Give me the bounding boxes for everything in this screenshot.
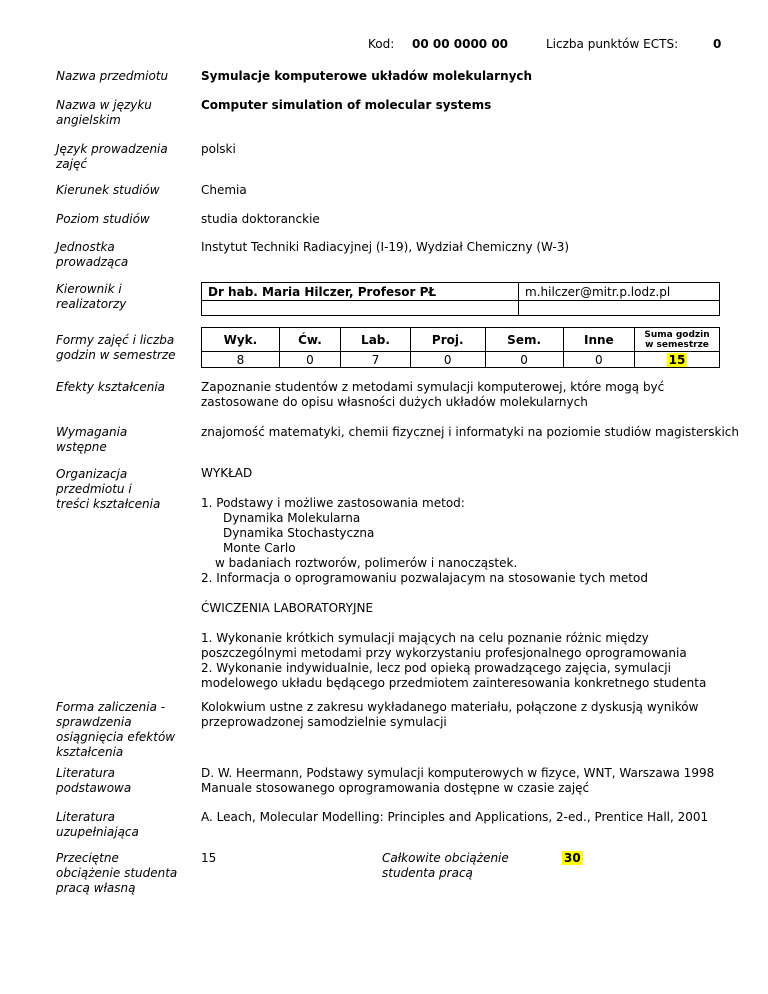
supervisor-name: Dr hab. Maria Hilczer, Profesor PŁ (202, 283, 519, 301)
lecture-subitem: w badaniach roztworów, polimerów i nanocząstek. (215, 556, 518, 570)
field-of-study-label: Kierunek studiów (56, 183, 160, 197)
supervisor-empty-cell (519, 301, 720, 316)
hours-sum-value: 15 (668, 352, 686, 367)
program-section (201, 466, 741, 691)
basic-literature-value (201, 766, 741, 796)
basic-literature-item: D. W. Heermann, Podstawy symulacji komputerowych w fizyce, WNT, Warszawa 1998 (201, 766, 715, 780)
course-name-en-value: Computer simulation of molecular systems (201, 98, 492, 112)
total-workload-value: 30 (564, 851, 581, 865)
hours-header-cell: Sem. (485, 328, 563, 352)
hours-header-cell: Ćw. (279, 328, 340, 352)
lab-item: 1. Wykonanie krótkich symulacji mających na celu poznanie różnic między poszczególnymi metodami przy wykorzystaniu profesjonalnego oprogramowania (201, 631, 687, 660)
supplementary-literature-label: Literatura uzupełniająca (56, 810, 139, 839)
workload-value: 15 (201, 851, 217, 865)
course-name-label: Nazwa przedmiotu (56, 69, 169, 83)
supervisor-empty-cell (202, 301, 519, 316)
class-forms-label: Formy zajęć i liczba godzin w semestrze (56, 333, 176, 362)
hours-value-cell: 0 (563, 352, 634, 368)
hours-sum-header: Suma godzin w semestrze (635, 328, 720, 352)
unit-value: Instytut Techniki Radiacyjnej (I-19), Wydział Chemiczny (W-3) (201, 240, 570, 254)
kod-value: 00 00 0000 00 (412, 37, 509, 51)
requirements-value: znajomość matematyki, chemii fizycznej i informatyki na poziomie studiów magisterskich (201, 425, 740, 439)
hours-value-cell: 8 (202, 352, 280, 368)
lab-title: ĆWICZENIA LABORATORYJNE (201, 601, 374, 615)
total-workload-cell (562, 851, 583, 865)
kod-label: Kod: (368, 37, 395, 51)
ects-label: Liczba punktów ECTS: (546, 37, 679, 51)
hours-header-cell: Lab. (341, 328, 411, 352)
field-of-study-value: Chemia (201, 183, 247, 197)
lecture-subitem: Monte Carlo (223, 541, 296, 555)
ects-value: 0 (713, 37, 722, 51)
unit-label: Jednostka prowadząca (56, 240, 129, 269)
assessment-value: Kolokwium ustne z zakresu wykładanego materiału, połączone z dyskusją wyników przeprowadzonej samodzielnie symulacji (201, 700, 699, 729)
lecture-title: WYKŁAD (201, 466, 253, 480)
lecture-item: 2. Informacja o oprogramowaniu pozwalajacym na stosowanie tych metod (201, 571, 648, 585)
assessment-label: Forma zaliczenia - sprawdzenia osiągnięcia efektów kształcenia (56, 700, 176, 759)
hours-header-cell: Wyk. (202, 328, 280, 352)
course-name-en-label: Nazwa w języku angielskim (56, 98, 152, 127)
basic-literature-label: Literatura podstawowa (56, 766, 132, 795)
study-level-label: Poziom studiów (56, 212, 150, 226)
outcomes-value: Zapoznanie studentów z metodami symulacji komputerowej, które mogą być zastosowane do opisu własności dużych układów molekularnych (201, 380, 665, 409)
supervisor-label: Kierownik i realizatorzy (56, 282, 127, 311)
lecture-subitem: Dynamika Stochastyczna (223, 526, 375, 540)
hours-value-cell: 0 (410, 352, 485, 368)
hours-header-cell: Proj. (410, 328, 485, 352)
hours-sum-cell (635, 352, 720, 368)
hours-value-cell: 0 (279, 352, 340, 368)
lab-item: 2. Wykonanie indywidualnie, lecz pod opieką prowadzącego zajęcia, symulacji modelowego układu będącego przedmiotem zainteresowania konkretnego studenta (201, 661, 707, 690)
supervisor-email: m.hilczer@mitr.p.lodz.pl (519, 283, 720, 301)
workload-label: Przeciętne obciążenie studenta pracą własną (56, 851, 178, 895)
hours-table (201, 327, 720, 368)
hours-value-cell: 0 (485, 352, 563, 368)
study-level-value: studia doktoranckie (201, 212, 320, 226)
hours-value-cell: 7 (341, 352, 411, 368)
supervisor-table (201, 282, 720, 316)
course-name-value: Symulacje komputerowe układów molekularnych (201, 69, 533, 83)
supplementary-literature-value: A. Leach, Molecular Modelling: Principles and Applications, 2-ed., Prentice Hall, 2001 (201, 810, 709, 824)
hours-header-cell: Inne (563, 328, 634, 352)
lecture-subitem: Dynamika Molekularna (223, 511, 361, 525)
requirements-label: Wymagania wstępne (56, 425, 128, 454)
language-label: Język prowadzenia zajęć (56, 142, 168, 171)
basic-literature-item: Manuale stosowanego oprogramowania dostępne w czasie zajęć (201, 781, 590, 795)
outcomes-label: Efekty kształcenia (56, 380, 166, 394)
lecture-item: 1. Podstawy i możliwe zastosowania metod: (201, 496, 465, 510)
language-value: polski (201, 142, 236, 156)
total-workload-label: Całkowite obciążenie studenta pracą (382, 851, 509, 880)
organization-label: Organizacja przedmiotu i treści kształcenia (56, 467, 161, 511)
